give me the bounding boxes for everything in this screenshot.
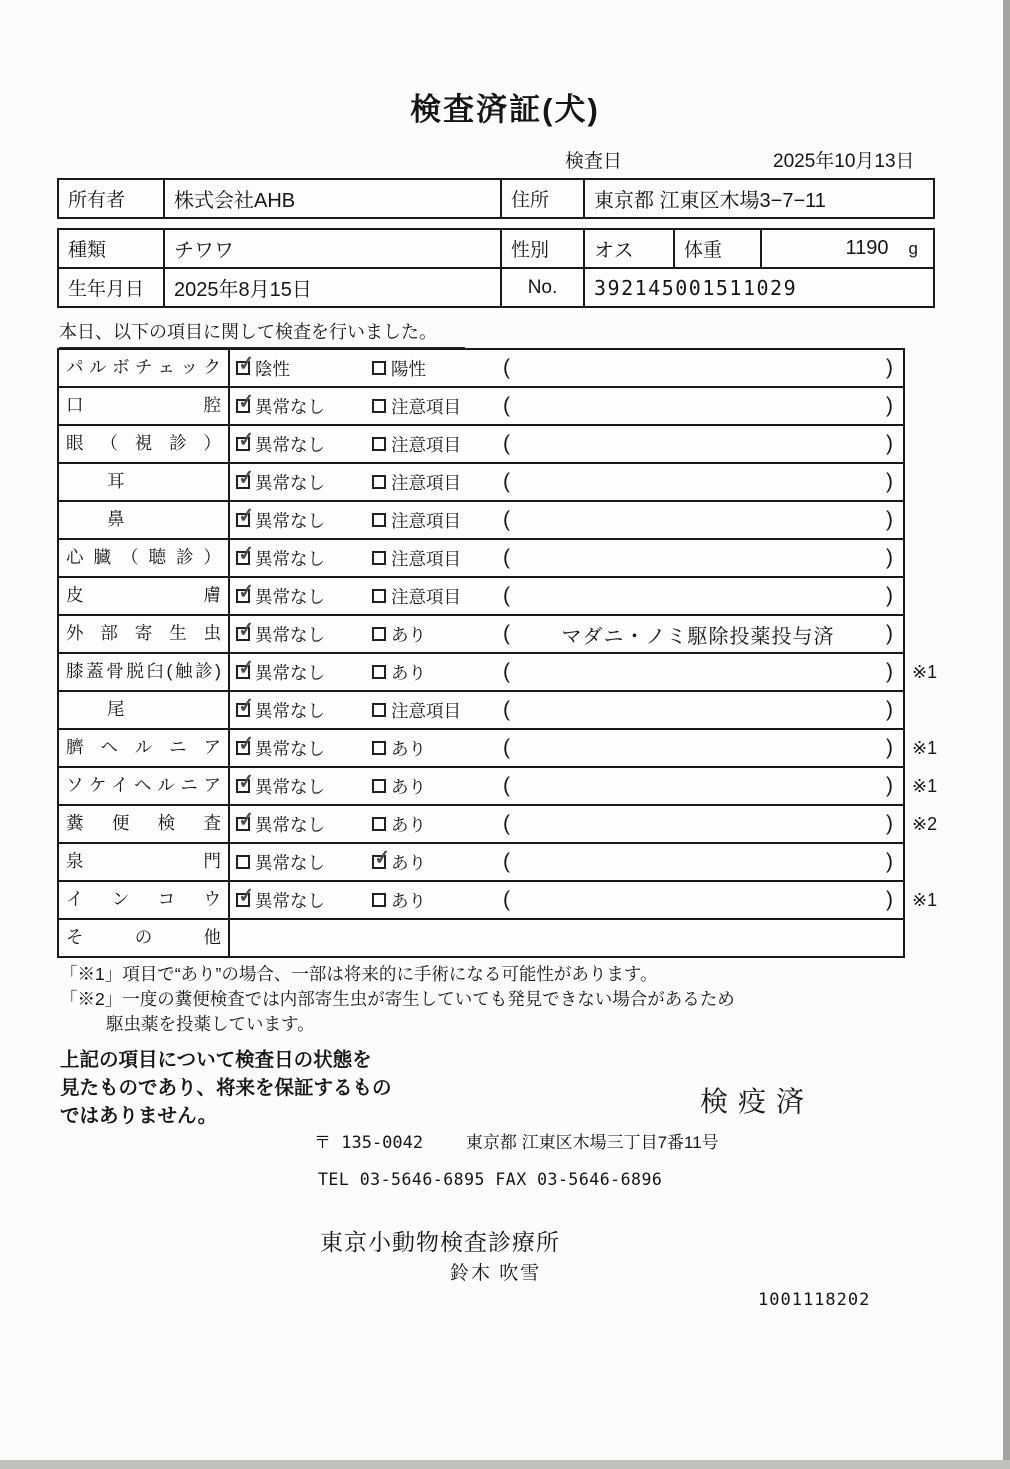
checklist-row-main — [57, 614, 905, 654]
result-option-2 — [372, 698, 503, 723]
checklist-row — [57, 462, 949, 502]
checklist-row — [57, 766, 949, 806]
checklist-item-label: 外部寄生虫 — [59, 616, 230, 652]
clinic-name: 東京小動物検査診療所 — [320, 1229, 560, 1255]
checklist-row-main — [57, 386, 905, 426]
checklist-item-label: 鼻 — [59, 502, 230, 538]
check-mark-icon: ✓ — [236, 656, 256, 680]
result-option-1-label: 異常なし — [255, 890, 325, 911]
owner-label: 所有者 — [59, 180, 165, 217]
checkbox-icon — [372, 437, 386, 451]
close-paren: ) — [886, 356, 893, 379]
checkbox-icon — [372, 513, 386, 527]
remarks-field — [503, 432, 893, 456]
postal-code: 〒 135-0042 — [314, 1133, 424, 1153]
remarks-field — [503, 888, 893, 912]
checkbox-icon — [236, 808, 256, 832]
open-paren: ( — [503, 736, 510, 759]
checklist-row-main — [57, 652, 905, 692]
result-option-2-label: あり — [391, 852, 426, 873]
result-option-2-label: 注意項目 — [391, 472, 461, 493]
checklist-item-label: 心臓（聴診） — [59, 540, 230, 576]
owner-row — [57, 178, 935, 219]
close-paren: ) — [886, 812, 893, 835]
checklist-row-content — [230, 730, 903, 766]
checkbox-icon — [372, 627, 386, 641]
weight-value: 1190 — [845, 237, 889, 259]
remarks-field — [503, 660, 893, 684]
checklist-item-label: ソケイヘルニア — [59, 768, 230, 804]
open-paren: ( — [503, 470, 510, 493]
scan-edge-right — [1003, 0, 1010, 1469]
result-option-2-label: あり — [391, 890, 426, 911]
checklist-row-main — [57, 462, 905, 502]
result-option-1 — [236, 618, 372, 647]
close-paren: ) — [886, 546, 893, 569]
checklist-item-label: 臍ヘルニア — [59, 730, 230, 766]
check-mark-icon: ✓ — [236, 694, 256, 718]
result-option-1 — [236, 884, 372, 913]
result-option-1 — [236, 694, 372, 723]
result-option-2 — [372, 584, 503, 609]
document-code: 1001118202 — [758, 1290, 871, 1310]
open-paren: ( — [503, 660, 510, 683]
remarks-field — [503, 546, 893, 570]
checklist-item-label: 膝蓋骨脱臼(触診) — [59, 654, 230, 690]
checklist-row-content — [230, 616, 903, 652]
footnote-mark — [905, 918, 949, 958]
result-option-2-label: 注意項目 — [391, 510, 461, 531]
checklist-row-content — [230, 654, 903, 690]
checklist-table — [57, 348, 949, 958]
clinic-address: 東京都 江東区木場三丁目7番11号 — [465, 1133, 719, 1152]
quarantine-passed-stamp: 検疫済 — [700, 1086, 815, 1117]
remarks-field — [503, 850, 893, 874]
checkbox-icon — [236, 770, 256, 794]
result-option-2 — [372, 660, 503, 685]
result-option-1 — [236, 580, 372, 609]
footnote-mark: ※1 — [912, 737, 938, 758]
checklist-row-main — [57, 880, 905, 920]
checklist-row — [57, 614, 949, 654]
result-option-1 — [236, 808, 372, 837]
checklist-row-content — [230, 578, 903, 614]
sex-value: オス — [585, 230, 675, 267]
result-option-1-label: 異常なし — [255, 700, 325, 721]
result-option-1-label: 異常なし — [255, 852, 325, 873]
checklist-row-main — [57, 690, 905, 730]
checklist-row-main — [57, 500, 905, 540]
number-value: 392145001511029 — [594, 275, 798, 300]
footnote-mark: ※2 — [912, 813, 938, 834]
remarks-field — [503, 736, 893, 760]
close-paren: ) — [886, 508, 893, 531]
checklist-row-main — [57, 538, 905, 578]
checklist-row-content — [230, 464, 903, 500]
open-paren: ( — [503, 546, 510, 569]
breed-label: 種類 — [59, 230, 165, 267]
result-option-2-label: 注意項目 — [391, 434, 461, 455]
checkbox-icon — [372, 665, 386, 679]
checkbox-icon — [372, 846, 392, 870]
checkbox-icon — [236, 618, 256, 642]
open-paren: ( — [503, 394, 510, 417]
checkbox-icon — [236, 390, 256, 414]
inspection-date-label: 検査日 — [565, 151, 623, 172]
remarks-field — [503, 774, 893, 798]
checklist-row-content — [230, 692, 903, 728]
checklist-row-main — [57, 766, 905, 806]
checklist-item-label: 尾 — [59, 692, 230, 728]
close-paren: ) — [886, 736, 893, 759]
checklist-item-label: 糞便検査 — [59, 806, 230, 842]
footnote-2-continued: 駆虫薬を投薬しています。 — [106, 1014, 315, 1034]
result-option-1 — [236, 504, 372, 533]
check-mark-icon: ✓ — [236, 504, 256, 528]
result-option-1 — [236, 428, 372, 457]
open-paren: ( — [503, 850, 510, 873]
check-mark-icon: ✓ — [236, 580, 256, 604]
result-option-1 — [236, 732, 372, 761]
result-option-2-label: あり — [391, 776, 426, 797]
result-option-1-label: 異常なし — [255, 738, 325, 759]
inspection-date-value: 2025年10月13日 — [773, 151, 915, 172]
clinic-tel-fax: TEL 03-5646-6895 FAX 03-5646-6896 — [318, 1170, 663, 1189]
check-mark-icon: ✓ — [236, 732, 256, 756]
result-option-1 — [236, 352, 372, 381]
address-value: 東京都 江東区木場3−7−11 — [594, 190, 826, 212]
footnote-mark: ※1 — [912, 661, 938, 682]
checklist-row-main — [57, 842, 905, 882]
birth-value: 2025年8月15日 — [165, 269, 502, 306]
remarks-field — [503, 812, 893, 836]
check-mark-icon: ✓ — [236, 390, 256, 414]
result-option-1 — [236, 770, 372, 799]
footnotes — [60, 962, 735, 1037]
checklist-item-label: 皮膚 — [59, 578, 230, 614]
result-option-2-label: 注意項目 — [391, 396, 461, 417]
checklist-row — [57, 652, 949, 692]
footnote-mark — [905, 690, 949, 730]
check-mark-icon: ✓ — [372, 846, 392, 870]
checklist-row-content — [230, 388, 903, 424]
checklist-item-label: 眼（視診） — [59, 426, 230, 462]
checklist-row-main — [57, 348, 905, 388]
result-option-1-label: 異常なし — [255, 814, 325, 835]
checklist-row — [57, 918, 949, 958]
remarks-field — [503, 394, 893, 418]
checklist-row-content — [230, 502, 903, 538]
footnote-mark — [905, 348, 949, 388]
checkbox-icon — [372, 589, 386, 603]
footnote-mark — [905, 576, 949, 616]
open-paren: ( — [503, 698, 510, 721]
checklist-row — [57, 728, 949, 768]
checklist-row — [57, 880, 949, 920]
close-paren: ) — [886, 698, 893, 721]
weight-label: 体重 — [675, 230, 762, 267]
checkbox-icon — [236, 352, 256, 376]
open-paren: ( — [503, 888, 510, 911]
result-option-1 — [236, 542, 372, 571]
breed-value: チワワ — [165, 230, 502, 267]
result-option-1-label: 異常なし — [255, 662, 325, 683]
owner-value: 株式会社AHB — [165, 180, 502, 217]
check-mark-icon: ✓ — [236, 884, 256, 908]
intro-statement: 本日、以下の項目に関して検査を行いました。 — [59, 318, 465, 349]
checkbox-icon — [236, 466, 256, 490]
footnote-mark — [905, 500, 949, 540]
result-option-1-label: 陰性 — [255, 358, 290, 379]
close-paren: ) — [886, 394, 893, 417]
close-paren: ) — [886, 470, 893, 493]
checklist-row-content — [230, 350, 903, 386]
result-option-2-label: 注意項目 — [391, 548, 461, 569]
checkbox-icon — [372, 475, 386, 489]
result-option-1-label: 異常なし — [255, 776, 325, 797]
result-option-2 — [372, 622, 503, 647]
footnote-mark — [905, 842, 949, 882]
weight-unit: g — [908, 238, 918, 258]
disclaimer-line-2: 見たものであり、将来を保証するもの — [60, 1077, 392, 1099]
check-mark-icon: ✓ — [236, 352, 256, 376]
checklist-item-label: 泉門 — [59, 844, 230, 880]
remarks-field — [503, 470, 893, 494]
breed-row — [57, 228, 935, 269]
remarks-field — [503, 584, 893, 608]
checklist-row-content — [230, 768, 903, 804]
checkbox-icon — [372, 779, 386, 793]
scan-edge-bottom — [0, 1460, 1010, 1469]
footnote-2: 「※2」一度の糞便検査では内部寄生虫が寄生していても発見できない場合があるため — [60, 989, 735, 1009]
disclaimer-line-1: 上記の項目について検査日の状態を — [60, 1049, 372, 1071]
disclaimer-line-3: ではありません。 — [60, 1105, 218, 1127]
open-paren: ( — [503, 812, 510, 835]
checklist-row — [57, 424, 949, 464]
result-option-1-label: 異常なし — [255, 548, 325, 569]
close-paren: ) — [886, 660, 893, 683]
remarks-field — [503, 356, 893, 380]
checkbox-icon — [236, 428, 256, 452]
result-option-1 — [236, 850, 372, 875]
number-label: No. — [502, 269, 585, 306]
open-paren: ( — [503, 584, 510, 607]
checklist-row — [57, 804, 949, 844]
result-option-2 — [372, 394, 503, 419]
result-option-2 — [372, 774, 503, 799]
checklist-row-content — [230, 540, 903, 576]
checklist-item-label: インコウ — [59, 882, 230, 918]
result-option-2 — [372, 508, 503, 533]
result-option-2-label: あり — [391, 662, 426, 683]
result-option-2 — [372, 846, 503, 875]
result-option-2-label: あり — [391, 624, 426, 645]
result-option-1-label: 異常なし — [255, 434, 325, 455]
checkbox-icon — [236, 504, 256, 528]
birth-row — [57, 267, 935, 308]
checklist-row — [57, 386, 949, 426]
address-label: 住所 — [502, 180, 585, 217]
result-option-2-label: あり — [391, 738, 426, 759]
clinic-address-line — [314, 1128, 719, 1153]
footnote-1: 「※1」項目で“あり”の場合、一部は将来的に手術になる可能性があります。 — [60, 964, 658, 984]
open-paren: ( — [503, 432, 510, 455]
open-paren: ( — [503, 508, 510, 531]
animal-info-table — [57, 228, 935, 308]
checkbox-icon — [236, 656, 256, 680]
checkbox-icon — [236, 580, 256, 604]
close-paren: ) — [886, 888, 893, 911]
checklist-row-main — [57, 424, 905, 464]
result-option-1 — [236, 466, 372, 495]
result-option-2 — [372, 812, 503, 837]
result-option-1-label: 異常なし — [255, 624, 325, 645]
result-option-2 — [372, 736, 503, 761]
result-option-2 — [372, 546, 503, 571]
checkbox-icon — [372, 361, 386, 375]
close-paren: ) — [886, 584, 893, 607]
checkbox-icon — [372, 399, 386, 413]
check-mark-icon: ✓ — [236, 428, 256, 452]
footnote-mark — [905, 538, 949, 578]
owner-info-table — [57, 178, 935, 219]
checkbox-icon — [372, 703, 386, 717]
footnote-mark — [905, 386, 949, 426]
check-mark-icon: ✓ — [236, 808, 256, 832]
close-paren: ) — [886, 850, 893, 873]
result-option-2-label: 陽性 — [391, 358, 426, 379]
checklist-item-label: パルボチェック — [59, 350, 230, 386]
check-mark-icon: ✓ — [236, 770, 256, 794]
remarks-text: マダニ・ノミ駆除投薬投与済 — [561, 625, 835, 648]
checkbox-icon — [236, 542, 256, 566]
disclaimer — [60, 1046, 392, 1130]
checkbox-icon — [372, 741, 386, 755]
checkbox-icon — [236, 884, 256, 908]
checklist-row-content — [230, 426, 903, 462]
checklist-row — [57, 690, 949, 730]
checklist-row-main — [57, 576, 905, 616]
result-option-2-label: 注意項目 — [391, 586, 461, 607]
checklist-row-main — [57, 804, 905, 844]
close-paren: ) — [886, 432, 893, 455]
check-mark-icon: ✓ — [236, 542, 256, 566]
checklist-item-label: 耳 — [59, 464, 230, 500]
checklist-row — [57, 842, 949, 882]
sex-label: 性別 — [502, 230, 585, 267]
checklist-row — [57, 576, 949, 616]
result-option-1-label: 異常なし — [255, 396, 325, 417]
checklist-item-label: 口腔 — [59, 388, 230, 424]
checkbox-icon — [236, 694, 256, 718]
checklist-row-main — [57, 728, 905, 768]
result-option-2-label: 注意項目 — [391, 700, 461, 721]
checkbox-icon — [372, 817, 386, 831]
open-paren: ( — [503, 356, 510, 379]
result-option-1 — [236, 390, 372, 419]
checkbox-icon — [372, 893, 386, 907]
checklist-row-main — [57, 918, 905, 958]
footnote-mark — [905, 424, 949, 464]
checklist-row — [57, 500, 949, 540]
result-option-2 — [372, 356, 503, 381]
checklist-row-content — [230, 806, 903, 842]
weight-cell — [762, 230, 933, 267]
checkbox-icon — [236, 732, 256, 756]
footnote-mark: ※1 — [912, 889, 938, 910]
open-paren: ( — [503, 622, 510, 645]
checkbox-icon — [372, 551, 386, 565]
close-paren: ) — [886, 622, 893, 645]
remarks-field — [503, 508, 893, 532]
checklist-row-content — [230, 882, 903, 918]
result-option-1-label: 異常なし — [255, 510, 325, 531]
checklist-row-content — [230, 844, 903, 880]
footnote-mark — [905, 614, 949, 654]
check-mark-icon: ✓ — [236, 618, 256, 642]
checklist-row — [57, 538, 949, 578]
result-option-2-label: あり — [391, 814, 426, 835]
result-option-1-label: 異常なし — [255, 586, 325, 607]
result-option-2 — [372, 470, 503, 495]
checklist-item-label: その他 — [59, 920, 230, 956]
check-mark-icon: ✓ — [236, 466, 256, 490]
checklist-row-content — [230, 920, 903, 956]
page-title: 検査済証(犬) — [410, 92, 600, 127]
result-option-1-label: 異常なし — [255, 472, 325, 493]
footnote-mark: ※1 — [912, 775, 938, 796]
remarks-field — [503, 698, 893, 722]
open-paren: ( — [503, 774, 510, 797]
examiner-name: 鈴木 吹雪 — [450, 1263, 542, 1284]
checklist-row — [57, 348, 949, 388]
checkbox-icon — [236, 855, 250, 869]
result-option-1 — [236, 656, 372, 685]
result-option-2 — [372, 888, 503, 913]
close-paren: ) — [886, 774, 893, 797]
result-option-2 — [372, 432, 503, 457]
footnote-mark — [905, 462, 949, 502]
remarks-field — [503, 620, 893, 649]
birth-label: 生年月日 — [59, 269, 165, 306]
